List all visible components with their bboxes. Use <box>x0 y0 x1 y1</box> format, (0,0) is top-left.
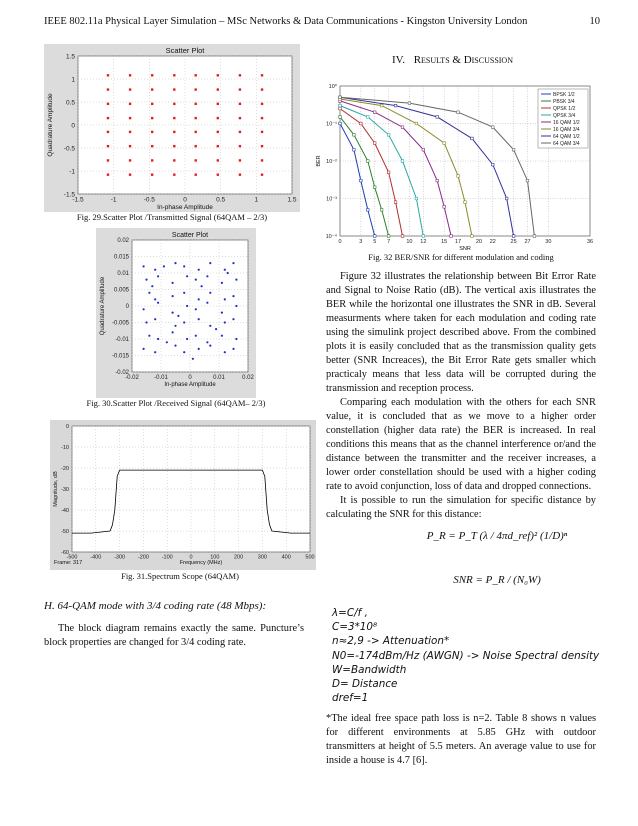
received-point <box>154 269 156 271</box>
received-point <box>221 335 223 337</box>
x-tick-label: 7 <box>387 239 391 245</box>
constellation-point <box>239 131 241 133</box>
x-tick-label: -200 <box>137 554 149 561</box>
received-point <box>151 285 153 287</box>
footnote: *The ideal free space path loss is n=2. Table 8 shows n values for different environments at 5.85 GHz with outdoor transmitters at height of 5.5 meters. An average value to use for inside a house is 4.7 [6]. <box>326 713 596 766</box>
x-tick-label: 0 <box>338 239 342 245</box>
definition-item: N0=-174dBm/Hz (AWGN) -> Noise Spectral density <box>332 649 600 662</box>
ber-data-point <box>415 122 418 125</box>
received-point <box>174 325 176 327</box>
received-point <box>157 275 159 277</box>
received-point <box>183 265 185 267</box>
constellation-point <box>151 159 153 161</box>
constellation-point <box>129 145 131 147</box>
x-tick-label: -0.5 <box>143 196 155 204</box>
ber-data-point <box>450 235 453 238</box>
ber-data-point <box>436 116 439 119</box>
page-number: 10 <box>589 16 600 27</box>
ber-data-point <box>387 171 390 174</box>
received-point <box>209 345 211 347</box>
ber-data-point <box>373 186 376 189</box>
constellation-point <box>173 173 175 175</box>
received-point <box>154 351 156 353</box>
constellation-point <box>151 131 153 133</box>
constellation-point <box>217 117 219 119</box>
ber-data-point <box>360 122 363 125</box>
constellation-point <box>173 88 175 90</box>
received-point <box>198 318 200 320</box>
x-tick-label: 1 <box>254 196 259 204</box>
constellation-point <box>239 145 241 147</box>
fig31-spectrum-scope <box>50 420 316 570</box>
fig29-scatter-plot <box>44 44 300 212</box>
constellation-point <box>195 159 197 161</box>
received-point <box>143 348 145 350</box>
constellation-point <box>151 103 153 105</box>
y-tick-label: 0.02 <box>117 238 129 244</box>
received-point <box>143 265 145 267</box>
x-tick-label: 500 <box>305 554 315 561</box>
received-point <box>221 312 223 314</box>
x-tick-label: -300 <box>114 554 126 561</box>
constellation-point <box>239 88 241 90</box>
received-point <box>154 298 156 300</box>
subsection-heading: H. 64-QAM mode with 3/4 coding rate (48 Mbps): <box>44 600 267 612</box>
y-tick-label: -10 <box>61 444 69 451</box>
fig30-caption: Fig. 30.Scatter Plot /Received Signal (64QAM– 2/3) <box>86 398 266 408</box>
frame-counter: Frame: 317 <box>54 560 83 566</box>
legend-label: 16 QAM 3/4 <box>553 127 580 133</box>
section-number: IV. <box>392 54 405 66</box>
y-tick-label: -50 <box>61 528 69 535</box>
received-point <box>235 338 237 340</box>
received-point <box>206 341 208 343</box>
received-point <box>177 315 179 317</box>
constellation-point <box>173 117 175 119</box>
y-tick-label: -40 <box>61 507 69 514</box>
definition-item: dref=1 <box>332 692 369 705</box>
y-tick-label: 0.015 <box>113 254 129 261</box>
constellation-point <box>261 159 263 161</box>
x-tick-label: 0 <box>183 196 187 204</box>
y-axis-label: Quadrature Amplitude <box>47 93 54 157</box>
ber-data-point <box>464 201 467 204</box>
legend-label: QPSK 1/2 <box>553 106 576 112</box>
x-tick-label: 30 <box>545 239 552 245</box>
y-tick-label: 0.5 <box>65 99 75 107</box>
constellation-point <box>151 117 153 119</box>
constellation-point <box>151 74 153 76</box>
constellation-point <box>217 173 219 175</box>
x-tick-label: 100 <box>210 554 220 561</box>
constellation-point <box>107 131 109 133</box>
constellation-point <box>239 173 241 175</box>
definitions-list <box>332 606 599 705</box>
received-point <box>232 318 234 320</box>
legend-label: PBSK 3/4 <box>553 99 575 105</box>
constellation-point <box>173 103 175 105</box>
constellation-point <box>195 88 197 90</box>
received-point <box>183 351 185 353</box>
fig29-caption: Fig. 29.Scatter Plot /Transmitted Signal (64QAM – 2/3) <box>76 212 268 222</box>
constellation-point <box>217 131 219 133</box>
received-point <box>186 275 188 277</box>
constellation-point <box>195 103 197 105</box>
x-tick-label: 25 <box>510 239 517 245</box>
constellation-point <box>129 131 131 133</box>
ber-data-point <box>353 133 356 136</box>
ber-data-point <box>373 235 376 238</box>
ber-data-point <box>471 137 474 140</box>
constellation-point <box>261 131 263 133</box>
constellation-point <box>107 74 109 76</box>
equation-received-power: P_R = P_T (λ / 4πd_ref)² (1/D)ⁿ <box>426 530 568 542</box>
x-tick-label: 36 <box>586 239 594 245</box>
y-tick-label: 10⁻¹ <box>326 121 337 128</box>
received-point <box>186 338 188 340</box>
received-point <box>232 262 234 264</box>
received-point <box>227 272 229 274</box>
y-tick-label: 1 <box>71 76 75 84</box>
ber-data-point <box>526 179 529 182</box>
x-tick-label: -500 <box>66 554 78 561</box>
x-tick-label: 15 <box>441 239 448 245</box>
page-header <box>44 16 600 27</box>
received-point <box>148 335 150 337</box>
constellation-point <box>151 173 153 175</box>
legend-label: 64 QAM 3/4 <box>553 141 580 147</box>
y-tick-label: -30 <box>61 486 69 493</box>
y-axis-label: BER <box>316 155 322 167</box>
constellation-point <box>129 103 131 105</box>
constellation-point <box>261 74 263 76</box>
received-point <box>206 275 208 277</box>
x-tick-label: 3 <box>359 239 363 245</box>
ber-data-point <box>443 142 446 145</box>
ber-data-point <box>457 175 460 178</box>
x-axis-label: SNR <box>459 246 471 252</box>
right-paragraph-1: Figure 32 illustrates the relationship between Bit Error Rate and Signal to Noise Ratio (dB). The vertical axis illustrates the BER while the horizontal one illustrates the SNR in dB. Several measurments where taken for each modulation and coding rate using the simulink project described above. From the combined plots it is easily concluded that as the transmission quality gets better (SNR Increaces), the Bit Error Rate gets smaller which practicaly means that less data will be corrupted during the transmission and reception process. <box>326 271 596 394</box>
ber-data-point <box>366 160 369 163</box>
received-point <box>172 295 174 297</box>
x-tick-label: 5 <box>373 239 377 245</box>
constellation-point <box>217 159 219 161</box>
y-tick-label: 0.005 <box>113 287 129 294</box>
x-axis-label: Frequency (MHz) <box>179 560 223 566</box>
constellation-point <box>261 117 263 119</box>
y-tick-label: 0 <box>65 423 69 430</box>
y-tick-label: -1.5 <box>63 191 75 199</box>
x-axis-label: In-phase Amplitude <box>164 382 216 388</box>
left-paragraph <box>44 622 304 650</box>
received-point <box>172 312 174 314</box>
constellation-point <box>239 159 241 161</box>
ber-data-point <box>387 133 390 136</box>
received-point <box>198 298 200 300</box>
ber-data-point <box>339 122 342 125</box>
constellation-point <box>107 117 109 119</box>
x-tick-label: 0 <box>188 375 192 381</box>
received-point <box>198 269 200 271</box>
constellation-point <box>129 88 131 90</box>
y-axis-label: Magnitude, dB <box>53 471 59 507</box>
y-tick-label: -60 <box>61 549 69 556</box>
received-point <box>148 292 150 294</box>
constellation-point <box>173 74 175 76</box>
ber-data-point <box>512 148 515 151</box>
constellation-point <box>107 88 109 90</box>
constellation-point <box>239 103 241 105</box>
constellation-point <box>151 88 153 90</box>
received-point <box>174 345 176 347</box>
ber-data-point <box>373 142 376 145</box>
y-tick-label: 10⁻³ <box>326 196 337 203</box>
constellation-point <box>261 103 263 105</box>
received-point <box>224 269 226 271</box>
x-axis-label: In-phase Amplitude <box>157 204 213 211</box>
received-point <box>192 358 194 360</box>
fig31-caption: Fig. 31.Spectrum Scope (64QAM) <box>121 571 239 581</box>
received-point <box>163 265 165 267</box>
ber-data-point <box>394 201 397 204</box>
ber-data-point <box>457 111 460 114</box>
ber-data-point <box>401 235 404 238</box>
ber-data-point <box>533 235 536 238</box>
constellation-point <box>261 173 263 175</box>
constellation-point <box>129 117 131 119</box>
ber-data-point <box>422 148 425 151</box>
x-tick-label: 300 <box>257 554 267 561</box>
received-point <box>195 308 197 310</box>
received-point <box>145 279 147 281</box>
x-tick-label: 0.01 <box>213 375 225 381</box>
y-tick-label: -0.015 <box>111 353 129 360</box>
ber-data-point <box>491 163 494 166</box>
x-tick-label: 400 <box>281 554 291 561</box>
constellation-point <box>217 103 219 105</box>
header-title: IEEE 802.11a Physical Layer Simulation – MSc Networks & Data Communications - Kingston University London <box>44 16 528 27</box>
received-point <box>206 302 208 304</box>
ber-data-point <box>436 179 439 182</box>
constellation-point <box>195 173 197 175</box>
received-point <box>186 305 188 307</box>
left-paragraph-text: The block diagram remains exactly the same. Puncture’s block properties are changed for 3/4 coding rate. <box>44 623 304 648</box>
constellation-point <box>107 145 109 147</box>
y-tick-label: -20 <box>61 465 69 472</box>
constellation-point <box>195 74 197 76</box>
y-tick-label: 0 <box>71 122 75 130</box>
ber-data-point <box>408 102 411 105</box>
ber-data-point <box>360 179 363 182</box>
ber-data-point <box>443 206 446 209</box>
x-tick-label: -400 <box>90 554 102 561</box>
constellation-point <box>129 74 131 76</box>
ber-data-point <box>387 235 390 238</box>
received-point <box>145 321 147 323</box>
fig32-ber-snr-chart <box>314 80 598 252</box>
constellation-point <box>239 74 241 76</box>
y-tick-label: -0.5 <box>63 145 75 153</box>
constellation-point <box>107 103 109 105</box>
y-tick-label: 10⁰ <box>328 84 337 90</box>
legend-label: 64 QAM 1/2 <box>553 134 580 140</box>
ber-data-point <box>366 116 369 119</box>
received-point <box>215 328 217 330</box>
received-point <box>209 292 211 294</box>
x-tick-label: 1.5 <box>287 196 297 204</box>
constellation-point <box>129 173 131 175</box>
x-tick-label: 0.02 <box>242 375 254 381</box>
definition-item: D= Distance <box>332 678 398 691</box>
y-tick-label: -0.005 <box>111 320 129 327</box>
constellation-point <box>239 117 241 119</box>
constellation-point <box>107 159 109 161</box>
y-tick-label: -0.02 <box>115 370 129 376</box>
ber-data-point <box>339 116 342 119</box>
definition-item: C=3*10⁸ <box>332 621 378 634</box>
ber-data-point <box>380 208 383 211</box>
x-tick-label: 10 <box>406 239 413 245</box>
right-paragraph-3: It is possible to run the simulation for specific distance by calculating the SNR for this distance: <box>326 495 596 520</box>
y-tick-label: -1 <box>69 168 75 176</box>
x-tick-label: -1.5 <box>72 196 84 204</box>
received-point <box>172 331 174 333</box>
legend-label: BPSK 1/2 <box>553 92 575 98</box>
constellation-point <box>217 88 219 90</box>
x-tick-label: -0.02 <box>125 375 139 381</box>
received-point <box>195 335 197 337</box>
constellation-point <box>217 74 219 76</box>
received-point <box>221 282 223 284</box>
received-point <box>183 321 185 323</box>
ber-data-point <box>366 208 369 211</box>
right-paragraphs <box>326 270 596 522</box>
ber-data-point <box>415 197 418 200</box>
received-point <box>174 262 176 264</box>
definition-item: n≈2,9 -> Attenuation* <box>332 635 450 648</box>
constellation-point <box>195 131 197 133</box>
ber-data-point <box>491 126 494 129</box>
constellation-point <box>261 145 263 147</box>
constellation-point <box>173 145 175 147</box>
x-tick-label: 17 <box>454 239 462 245</box>
ber-data-point <box>339 107 342 110</box>
x-tick-label: 0.5 <box>216 196 226 204</box>
section-title: Results & Discussion <box>413 54 513 66</box>
constellation-point <box>107 173 109 175</box>
constellation-point <box>173 131 175 133</box>
received-point <box>209 262 211 264</box>
constellation-point <box>261 88 263 90</box>
chart-title: Scatter Plot <box>165 46 205 55</box>
received-point <box>209 325 211 327</box>
y-tick-label: 1.5 <box>65 53 75 61</box>
received-point <box>166 341 168 343</box>
x-tick-label: 200 <box>234 554 244 561</box>
section-heading <box>392 54 513 66</box>
ber-data-point <box>373 111 376 114</box>
x-tick-label: -1 <box>110 196 117 204</box>
fig30-scatter-plot <box>96 228 256 398</box>
received-point <box>224 321 226 323</box>
legend-label: 16 QAM 1/2 <box>553 120 580 126</box>
ber-data-point <box>339 96 342 99</box>
x-tick-label: 12 <box>420 239 427 245</box>
constellation-point <box>129 159 131 161</box>
ber-data-point <box>512 235 515 238</box>
received-point <box>195 279 197 281</box>
x-tick-label: 22 <box>489 239 496 245</box>
received-point <box>235 279 237 281</box>
received-point <box>224 298 226 300</box>
ber-data-point <box>401 160 404 163</box>
constellation-point <box>173 159 175 161</box>
ber-data-point <box>401 126 404 129</box>
received-point <box>157 302 159 304</box>
legend-label: QPSK 3/4 <box>553 113 576 119</box>
received-point <box>198 348 200 350</box>
y-tick-label: 0 <box>125 304 129 310</box>
received-point <box>232 295 234 297</box>
received-point <box>232 348 234 350</box>
constellation-point <box>195 145 197 147</box>
x-tick-label: 20 <box>475 239 482 245</box>
chart-title: Scatter Plot <box>171 232 209 239</box>
ber-data-point <box>505 197 508 200</box>
ber-data-point <box>422 235 425 238</box>
equation-snr: SNR = P_R / (N₀W) <box>453 574 541 586</box>
received-point <box>157 338 159 340</box>
right-paragraph-2: Comparing each modulation with the others for each SNR value, it is concluded that as we move to a higher order constellation (higher data rate) the BER is increased. In real conditions this means that as the channel interference or/and the distance between the transmitter and the receiver increases, a lower order constellation should be used with a higher coding rate to avoid conjunction, loss of data and dropped connections. <box>326 397 596 492</box>
y-tick-label: -0.01 <box>115 337 129 343</box>
ber-data-point <box>380 104 383 107</box>
received-point <box>201 285 203 287</box>
received-point <box>235 305 237 307</box>
received-point <box>183 292 185 294</box>
x-tick-label: -0.01 <box>154 375 168 381</box>
received-point <box>224 351 226 353</box>
received-point <box>143 308 145 310</box>
ber-data-point <box>353 148 356 151</box>
received-point <box>172 282 174 284</box>
constellation-point <box>151 145 153 147</box>
y-tick-label: 10⁻² <box>326 159 337 165</box>
definition-item: λ=C/f , <box>332 607 368 619</box>
y-axis-label: Quadrature Amplitude <box>100 276 106 336</box>
definition-item: W=Bandwidth <box>332 663 407 676</box>
x-tick-label: -100 <box>161 554 173 561</box>
fig32-caption: Fig. 32 BER/SNR for different modulation and coding <box>368 252 554 262</box>
received-point <box>154 318 156 320</box>
x-tick-label: 27 <box>524 239 531 245</box>
y-tick-label: 0.01 <box>117 271 129 277</box>
x-tick-label: 0 <box>189 554 193 561</box>
ber-data-point <box>339 104 342 107</box>
y-tick-label: 10⁻⁴ <box>325 234 337 240</box>
constellation-point <box>217 145 219 147</box>
ber-data-point <box>394 104 397 107</box>
ber-data-point <box>471 235 474 238</box>
constellation-point <box>195 117 197 119</box>
